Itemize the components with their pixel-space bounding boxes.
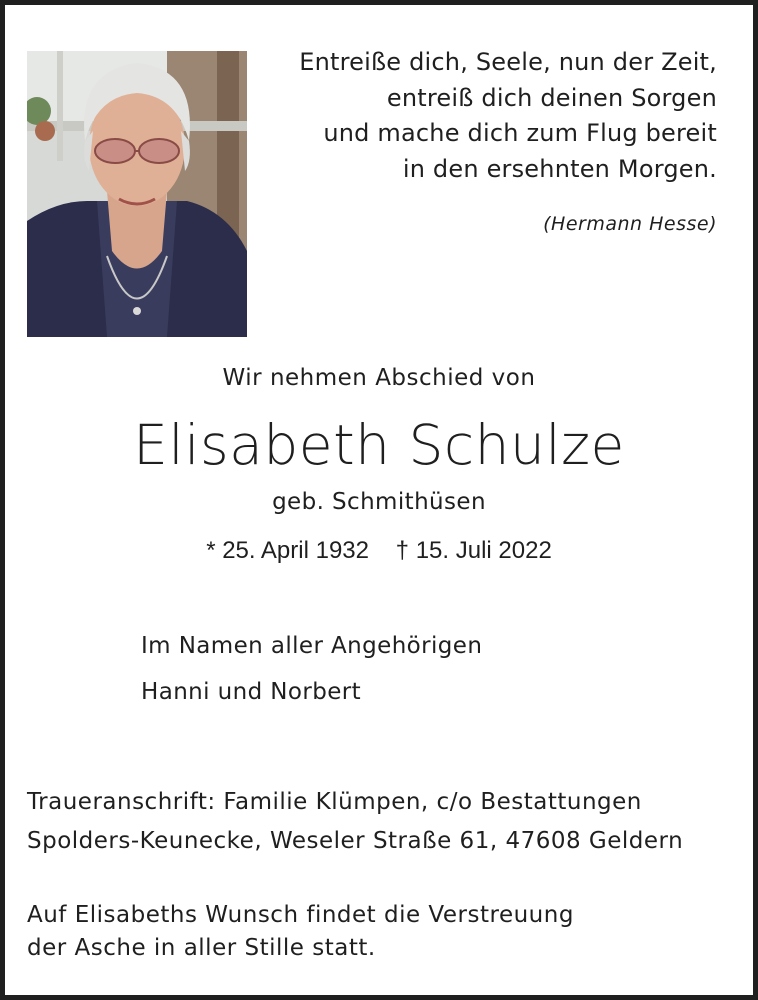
address-line: Spolders-Keunecke, Weseler Straße 61, 47608 Geldern	[27, 828, 684, 854]
farewell-intro: Wir nehmen Abschied von	[222, 365, 536, 391]
poem-line: und mache dich zum Flug bereit	[323, 119, 717, 147]
address-line: Traueranschrift: Familie Klümpen, c/o Bestattungen	[27, 789, 642, 815]
poem-quote	[257, 45, 717, 187]
birth-date: * 25. April 1932	[206, 537, 369, 564]
poem-line: Entreiße dich, Seele, nun der Zeit,	[299, 48, 717, 76]
wish-line: der Asche in aller Stille statt.	[27, 935, 376, 961]
poem-line: in den ersehnten Morgen.	[402, 154, 717, 183]
poem-line: entreiß dich deinen Sorgen	[386, 83, 717, 112]
portrait-photo	[27, 51, 247, 337]
birth-name: geb. Schmithüsen	[272, 489, 486, 515]
mourning-address	[27, 783, 683, 861]
death-date: † 15. Juli 2022	[395, 537, 552, 564]
poem-author: (Hermann Hesse)	[543, 213, 717, 235]
signature-intro: Im Namen aller Angehörigen	[141, 633, 483, 659]
wish-line: Auf Elisabeths Wunsch findet die Verstreuung	[27, 902, 574, 928]
deceased-name: Elisabeth Schulze	[133, 413, 625, 477]
signature-names: Hanni und Norbert	[141, 679, 362, 705]
life-dates	[5, 537, 753, 565]
final-wish	[27, 899, 574, 965]
